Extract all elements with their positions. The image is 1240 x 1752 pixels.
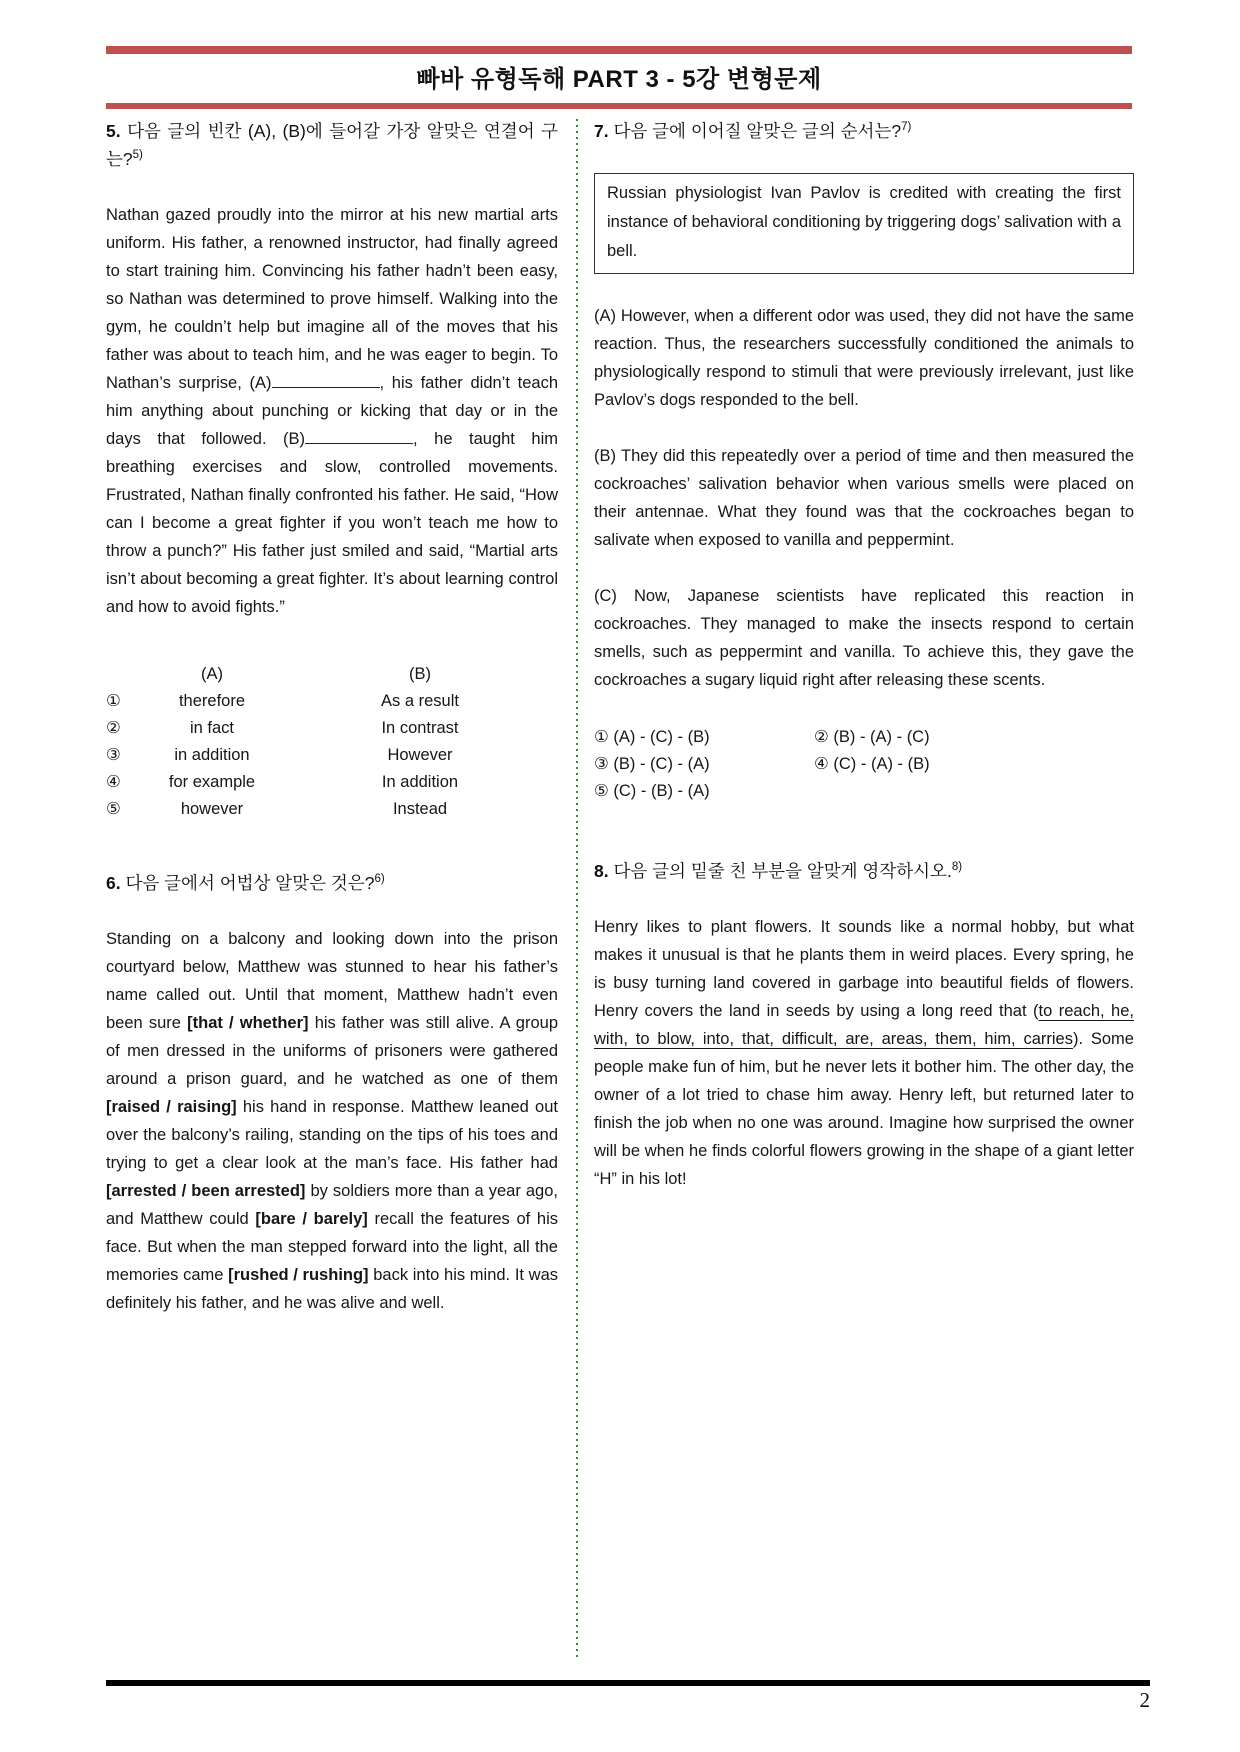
passage-segment: [rushed / rushing] xyxy=(228,1266,369,1284)
question-7-number: 7. xyxy=(594,121,609,141)
table-cell: therefore xyxy=(178,692,246,710)
choice-item: ① (A) - (C) - (B) xyxy=(594,728,710,746)
table-cell: ⑤ xyxy=(106,800,121,818)
passage-segment: Standing on a balcony and looking down into the prison courtyard below, Matthew was stunned to hear his father’s name called out. Until that moment, Matthew hadn’t even been sure xyxy=(106,930,558,1032)
table-row xyxy=(106,688,558,715)
question-6-footnote: 6) xyxy=(374,873,385,886)
blank-line xyxy=(305,430,413,444)
question-8-passage xyxy=(594,913,1134,1193)
q7-paragraph-a: (A) However, when a different odor was used, they did not have the same reaction. Thus, the researchers successfully conditioned the animals to physiologically respond to stimuli that were previously irrelevant, just like Pavlov’s dogs responded to the bell. xyxy=(594,307,1134,409)
right-column xyxy=(594,117,1134,1657)
table-cell: ④ xyxy=(106,773,121,791)
passage-segment: by soldiers more than a year ago, and Matthew could xyxy=(106,1182,558,1228)
question-8-number: 8. xyxy=(594,861,609,881)
table-row xyxy=(106,742,558,769)
page-title: 빠바 유형독해 PART 3 - 5강 변형문제 xyxy=(416,66,822,93)
question-6-heading xyxy=(106,869,558,897)
page-number: 2 xyxy=(1139,1688,1150,1712)
left-column xyxy=(106,117,558,1657)
passage-segment: ). Some people make fun of him, but he never lets it bother him. The other day, the owner of a lot tried to chase him away. Henry left, but returned later to finish the job when no one was around. Imagine how surprised the owner will be when he finds colorful flowers growing in the shape of a giant letter “H” in his lot! xyxy=(594,1030,1134,1188)
passage-segment: [that / whether] xyxy=(187,1014,309,1032)
q7-stimulus-box: Russian physiologist Ivan Pavlov is credited with creating the first instance of behavioral conditioning by triggering dogs’ salivation with a bell. xyxy=(594,173,1134,274)
q7-choices xyxy=(594,724,1134,805)
q5-answer-table xyxy=(106,661,558,823)
table-column-header: (A) xyxy=(201,665,223,683)
question-8-prompt: 다음 글의 밑줄 친 부분을 알맞게 영작하시오. xyxy=(613,861,952,881)
content xyxy=(106,117,1134,1657)
column-divider xyxy=(576,119,578,1657)
table-header-row xyxy=(106,661,558,688)
table-cell: in addition xyxy=(174,746,250,764)
table-cell: Instead xyxy=(392,800,448,818)
table-cell: in fact xyxy=(189,719,235,737)
passage-segment: his hand in response. Matthew leaned out over the balcony’s railing, standing on the tips of his toes and trying to get a clear look at the man’s face. His father had xyxy=(106,1098,558,1172)
header-rule-top xyxy=(106,46,1132,54)
table-cell: however xyxy=(180,800,244,818)
passage-segment: [arrested / been arrested] xyxy=(106,1182,306,1200)
question-7-prompt: 다음 글에 이어질 알맞은 글의 순서는? xyxy=(613,121,902,141)
passage-segment: Henry likes to plant flowers. It sounds like a normal hobby, but what makes it unusual is that he plants them in weird places. Every spring, he is busy turning land covered in garbage into beautiful fields of flowers. Henry covers the land in seeds by using a long reed that ( xyxy=(594,918,1134,1020)
question-5-heading xyxy=(106,117,558,173)
passage-segment: recall the features of his face. But when the man stepped forward into the light, all the memories came xyxy=(106,1210,559,1284)
choice-item: ② (B) - (A) - (C) xyxy=(814,728,930,746)
question-5-footnote: 5) xyxy=(132,149,143,162)
choice-item: ④ (C) - (A) - (B) xyxy=(814,755,930,773)
table-cell: ① xyxy=(106,692,121,710)
choice-item: ⑤ (C) - (B) - (A) xyxy=(594,782,710,800)
choice-item: ③ (B) - (C) - (A) xyxy=(594,755,710,773)
passage-segment: to reach, he, with, to blow, into, that, difficult, are, areas, them, him, carries xyxy=(594,1002,1134,1048)
table-row xyxy=(106,769,558,796)
question-8-footnote: 8) xyxy=(951,861,963,874)
question-6-number: 6. xyxy=(106,873,121,893)
q7-paragraph-c: (C) Now, Japanese scientists have replicated this reaction in cockroaches. They managed to make the insects respond to certain smells, such as peppermint and vanilla. To achieve this, they gave the cockroaches a sugary liquid right after releasing these scents. xyxy=(594,587,1134,689)
table-cell: However xyxy=(387,746,453,764)
table-cell: In addition xyxy=(381,773,459,791)
question-5-number: 5. xyxy=(106,121,121,141)
table-cell: ② xyxy=(106,719,121,737)
passage-segment: Nathan gazed proudly into the mirror at his new martial arts uniform. His father, a renowned instructor, had finally agreed to start training him. Convincing his father hadn’t been easy, so Nathan was determined to prove himself. Walking into the gym, he couldn’t help but imagine all of the moves that his father was about to teach him, and he was eager to begin. To Nathan’s surprise, (A) xyxy=(106,206,558,392)
passage-segment: [bare / barely] xyxy=(255,1210,368,1228)
passage-segment: , his father didn’t teach him anything about punching or kicking that day or in the days that followed. (B) xyxy=(106,374,558,448)
passage-segment: [raised / raising] xyxy=(106,1098,237,1116)
question-7-heading xyxy=(594,117,1134,145)
passage-segment: , he taught him breathing exercises and slow, controlled movements. Frustrated, Nathan finally confronted his father. He said, “How can I become a great fighter if you won’t teach me how to throw a punch?” His father just smiled and said, “Martial arts isn’t about becoming a great fighter. It’s about learning control and how to avoid fights.” xyxy=(106,430,558,616)
footer-rule xyxy=(106,1680,1150,1686)
table-column-header: (B) xyxy=(409,665,431,683)
question-7-footnote: 7) xyxy=(901,121,912,134)
table-row xyxy=(106,796,558,823)
table-cell: In contrast xyxy=(381,719,459,737)
q7-paragraph-b: (B) They did this repeatedly over a period of time and then measured the cockroaches’ salivation behavior when various smells were placed on their antennae. What they found was that the cockroaches began to salivate when exposed to vanilla and peppermint. xyxy=(594,447,1134,549)
table-cell: ③ xyxy=(106,746,121,764)
table-cell: As a result xyxy=(381,692,459,710)
question-6-prompt: 다음 글에서 어법상 알맞은 것은? xyxy=(125,873,375,893)
page-header xyxy=(106,0,1132,109)
passage-segment: back into his mind. It was definitely his father, and he was alive and well. xyxy=(106,1266,558,1312)
question-8-heading xyxy=(594,857,1134,885)
page-footer xyxy=(106,1680,1150,1713)
question-6-passage xyxy=(106,925,558,1317)
passage-segment: his father was still alive. A group of men dressed in the uniforms of prisoners were gathered around a prison guard, and he watched as one of them xyxy=(106,1014,559,1088)
table-row xyxy=(106,715,558,742)
table-cell: for example xyxy=(168,773,256,791)
blank-line xyxy=(272,374,380,388)
question-5-prompt: 다음 글의 빈칸 (A), (B)에 들어갈 가장 알맞은 연결어 구는? xyxy=(106,121,558,169)
question-5-passage xyxy=(106,201,558,621)
header-rule-bottom xyxy=(106,103,1132,109)
